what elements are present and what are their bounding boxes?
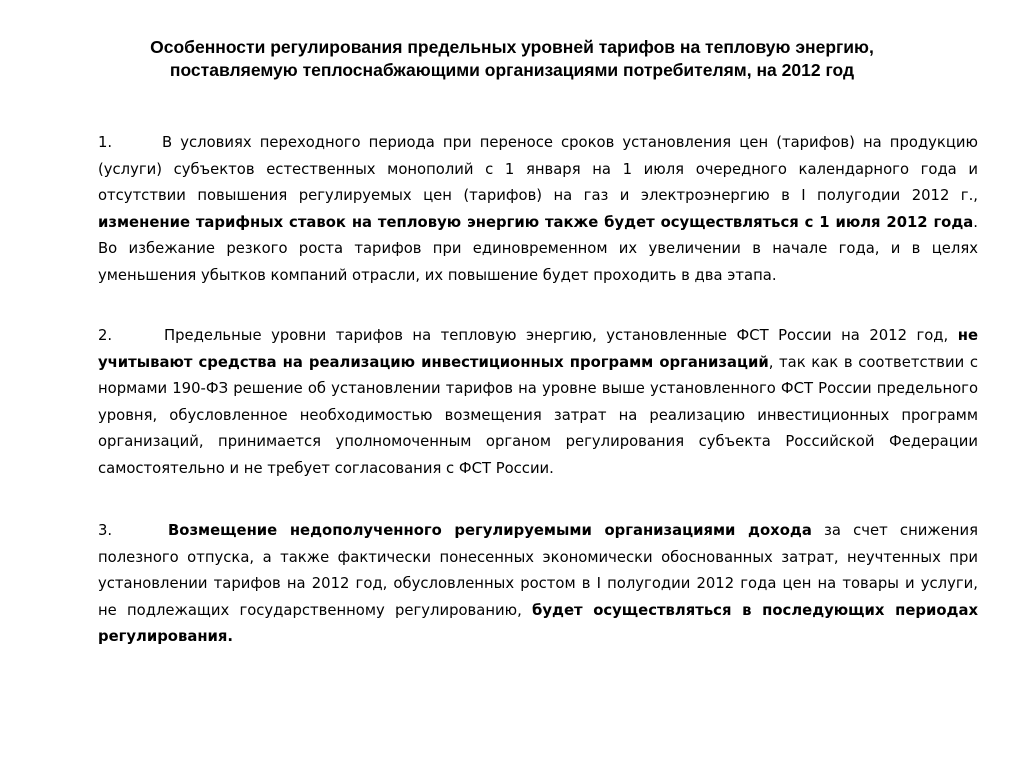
item-bold-text: изменение тарифных ставок на тепловую энергию также будет осуществляться с 1 июля 2012 года [98, 213, 974, 231]
paragraph-item-1 [98, 130, 978, 289]
item-number: 2. [98, 327, 113, 344]
slide-title-line-1: Особенности регулирования предельных уровней тарифов на тепловую энергию, [150, 37, 874, 57]
item-bold-text: Возмещение недополученного регулируемыми организациями дохода [168, 522, 812, 539]
slide-title [60, 36, 964, 82]
item-bold-text: не учитывают средства на реализацию инвестиционных программ организаций [98, 327, 978, 371]
item-text: за счет снижения полезного отпуска, а также фактически понесенных экономически обоснованных затрат, неучтенных при установлении тарифов на 2012 год, обусловленных ростом в I полугодии 2012 года цен на товары и услуги, не подлежащих государственному регулированию, [98, 522, 978, 619]
item-text: Предельные уровни тарифов на тепловую энергию, установленные ФСТ России на 2012 год, [164, 327, 958, 344]
item-text: . Во избежание резкого роста тарифов при единовременном их увеличении в начале года, и в целях уменьшения убытков компаний отрасли, их повышение будет проходить в два этапа. [98, 213, 978, 284]
paragraph-item-3 [98, 518, 978, 651]
item-text: В условиях переходного периода при переносе сроков установления цен (тарифов) на продукцию (услуги) субъектов естественных монополий с 1 января на 1 июля очередного календарного года и отсутствии повышения регулируемых цен (тарифов) на газ и электроэнергию в I полугодии 2012 г., [98, 134, 978, 204]
paragraph-item-2 [98, 323, 978, 482]
slide-title-line-2: поставляемую теплоснабжающими организациями потребителям, на 2012 год [169, 60, 855, 80]
item-number: 1. [98, 134, 113, 151]
item-text: , так как в соответствии с нормами 190-ФЗ решение об установлении тарифов на уровне выше установленного ФСТ России предельного уровня, обусловленное необходимостью возмещения затрат на реализацию инвестиционных программ организаций, принимается уполномоченным органом регулирования субъекта Российской Федерации самостоятельно и не требует согласования с ФСТ России. [98, 353, 978, 477]
item-bold-text: будет осуществляться в последующих периодах регулирования. [98, 601, 978, 645]
item-number: 3. [98, 522, 113, 539]
